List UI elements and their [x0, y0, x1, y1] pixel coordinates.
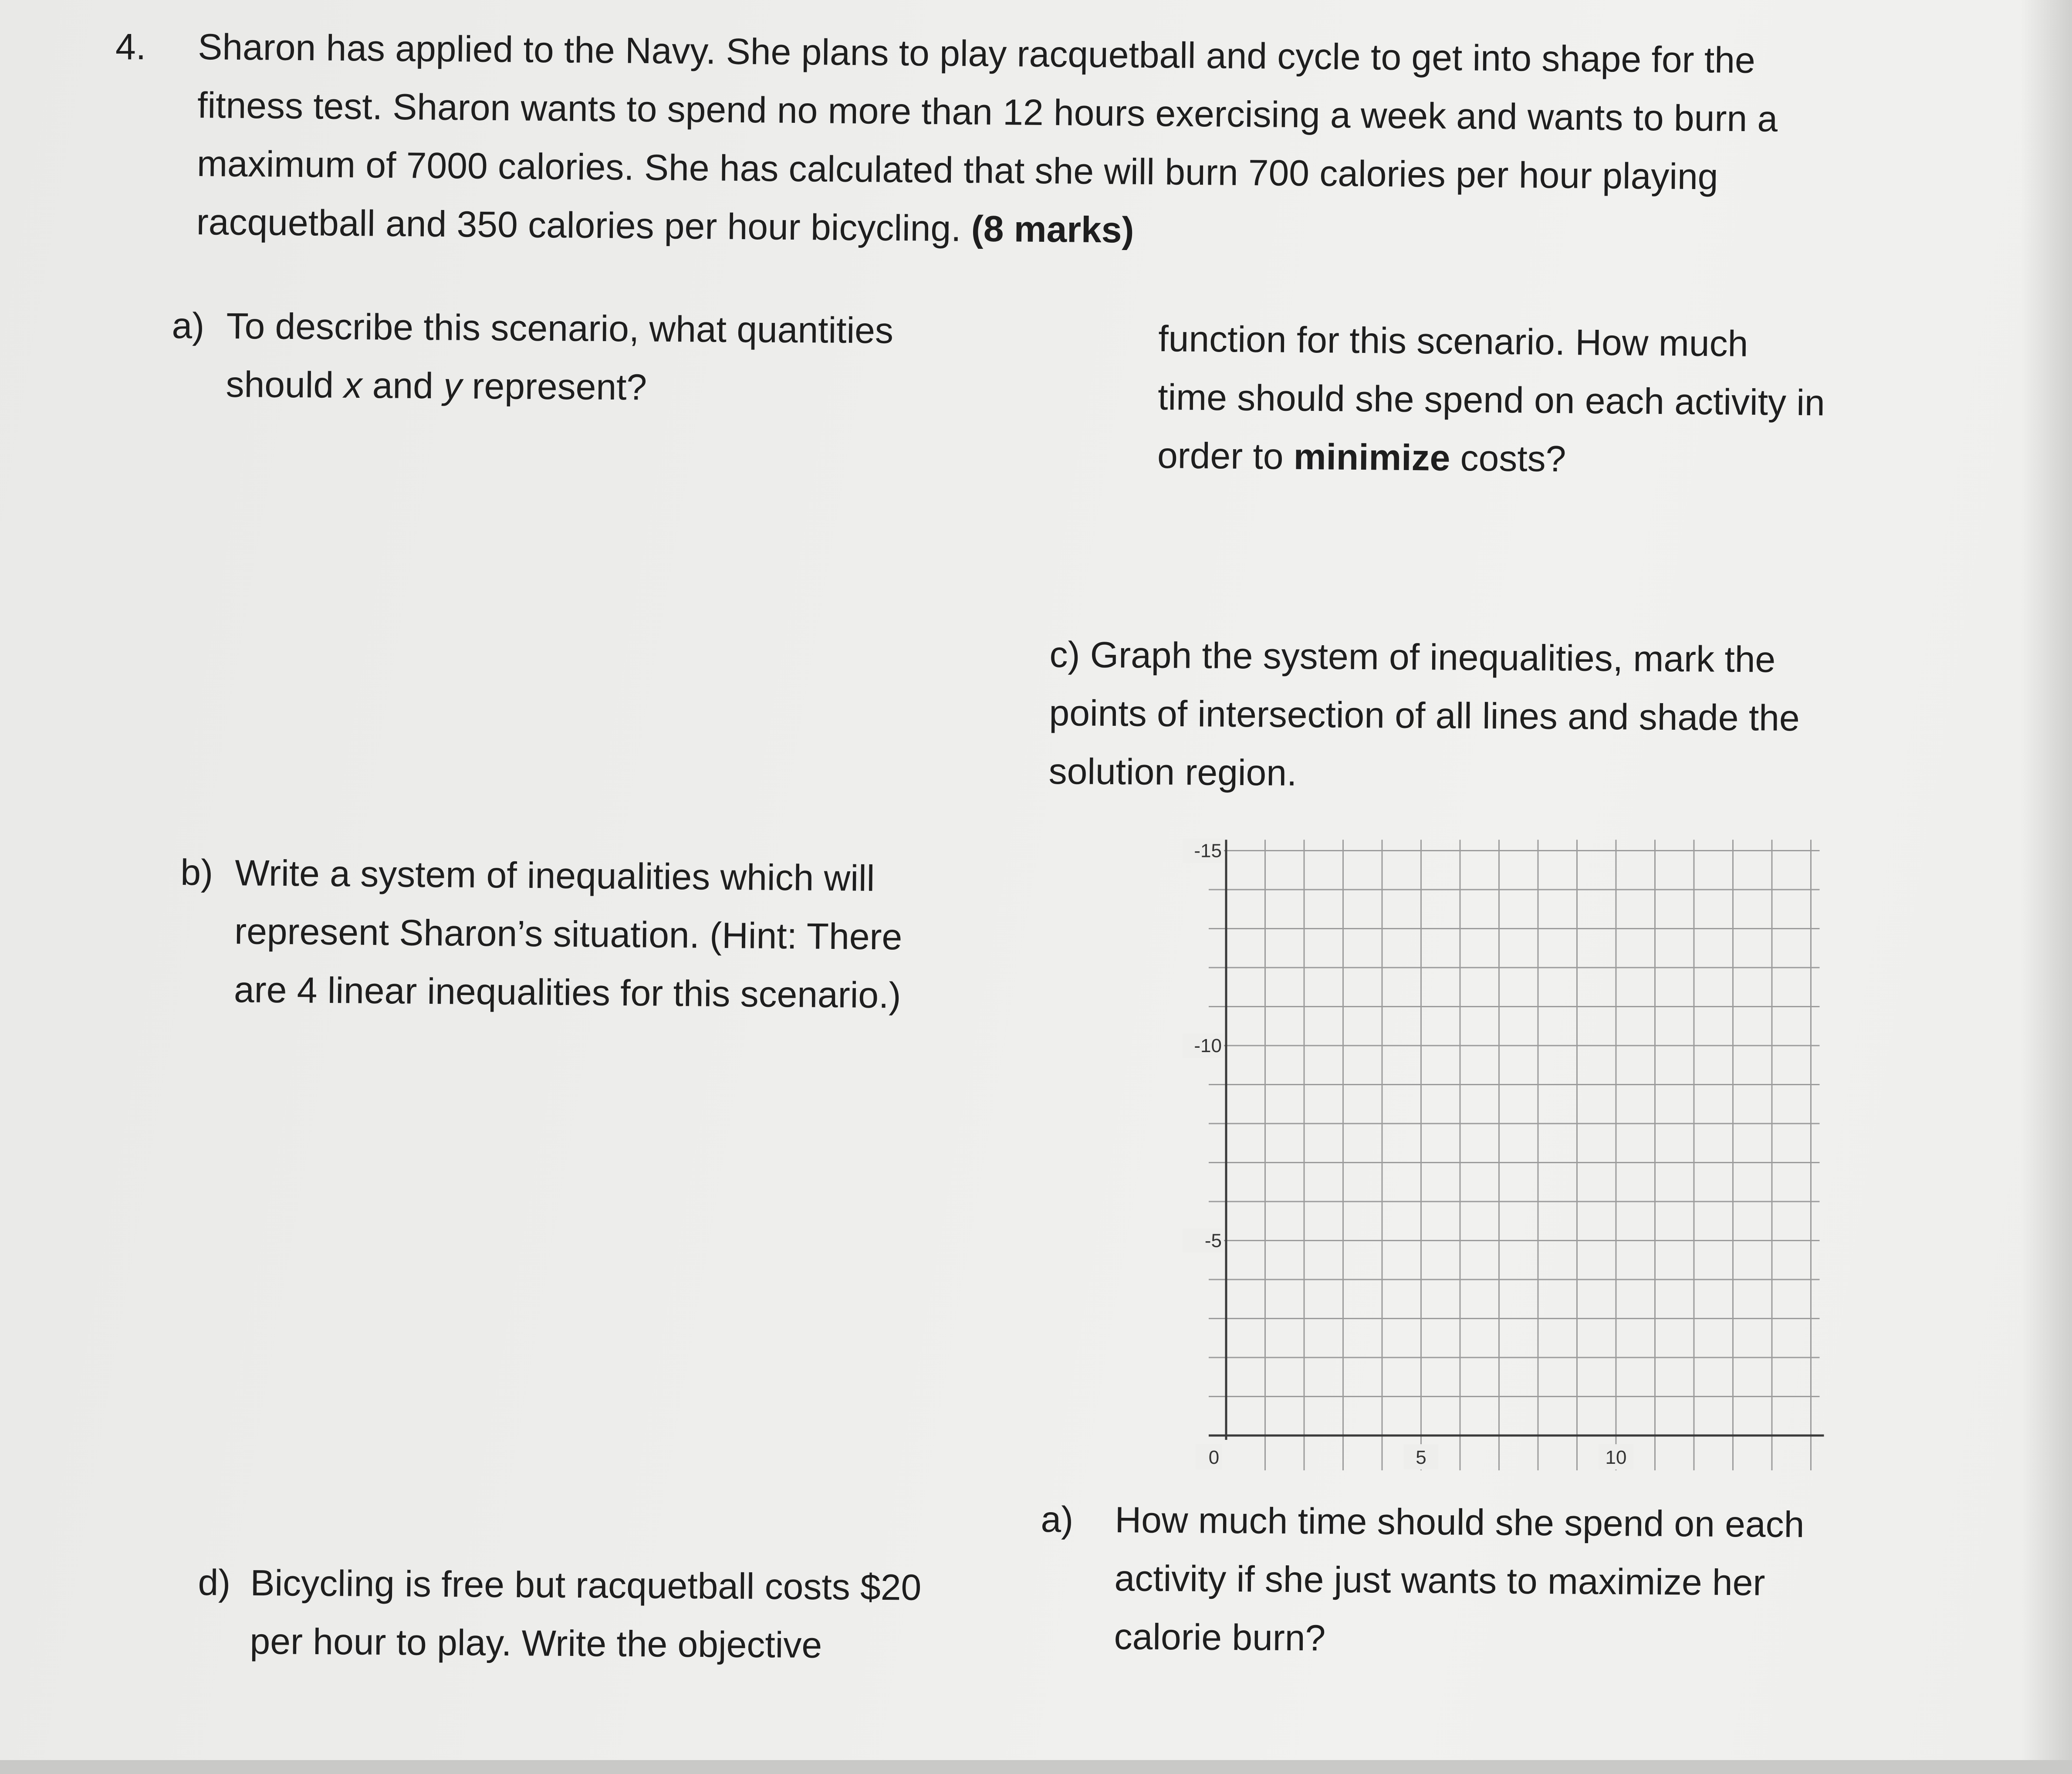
variable-y: y	[443, 365, 462, 406]
stem-line: maximum of 7000 calories. She has calculated that she will burn 700 calories per hour playing	[196, 142, 1718, 197]
part-d-line: per hour to play. Write the objective	[250, 1620, 822, 1666]
part-maximize	[1040, 1490, 1805, 1670]
part-b-text: Write a system of inequalities which will	[235, 852, 875, 899]
part-maximize-label: a)	[1041, 1498, 1074, 1540]
page-shadow	[2021, 0, 2072, 1774]
part-maximize-line: activity if she just wants to maximize her	[1114, 1557, 1765, 1603]
part-b-line	[180, 843, 903, 907]
y-tick-label: -5	[1204, 1230, 1222, 1252]
part-maximize-text: How much time should she spend on each	[1115, 1499, 1805, 1545]
page-bottom-edge	[0, 1760, 2072, 1774]
origin-label: 0	[1208, 1447, 1220, 1468]
part-a-text: should	[226, 363, 344, 406]
minimize-word: minimize	[1293, 436, 1450, 478]
part-c-line: c) Graph the system of inequalities, mark the	[1049, 633, 1776, 680]
part-c-line: solution region.	[1048, 750, 1297, 793]
part-a-line	[172, 296, 893, 360]
part-maximize-line: calorie burn?	[1114, 1616, 1326, 1659]
part-a-line	[171, 355, 893, 418]
part-c-line: points of intersection of all lines and shade the	[1049, 692, 1800, 739]
stem-line: Sharon has applied to the Navy. She plans to play racquetball and cycle to get into shape for the	[198, 26, 1756, 81]
part-d-label: d)	[198, 1561, 231, 1603]
part-a-text: represent?	[461, 365, 647, 408]
part-a-text: and	[362, 365, 444, 406]
part-b-label: b)	[180, 851, 213, 893]
tick-labels	[1183, 839, 1633, 1470]
grid-lines	[1209, 840, 1820, 1471]
x-tick-label: 10	[1605, 1447, 1627, 1468]
part-d-line	[198, 1553, 922, 1617]
question-number: 4.	[115, 26, 146, 67]
part-d-text: Bicycling is free but racquetball costs $20	[250, 1562, 922, 1608]
part-maximize-line	[1041, 1490, 1805, 1554]
part-d-line: function for this scenario. How much	[1158, 318, 1748, 364]
part-d	[197, 1553, 922, 1675]
stem-line-text: racquetball and 350 calories per hour bicycling.	[196, 201, 961, 249]
part-b-line: are 4 linear inequalities for this scenario.)	[233, 969, 901, 1016]
part-d-text: order to	[1157, 434, 1294, 477]
stem-line: fitness test. Sharon wants to spend no more than 12 hours exercising a week and wants to burn a	[197, 84, 1778, 139]
question-stem	[196, 17, 1778, 265]
inequality-graph	[1150, 793, 1873, 1490]
part-a-label: a)	[172, 305, 205, 346]
y-tick-label: -15	[1194, 840, 1222, 862]
part-a	[171, 296, 893, 418]
part-b-line: represent Sharon’s situation. (Hint: There	[234, 911, 902, 958]
y-tick-label: -10	[1194, 1035, 1222, 1056]
part-d-continued	[1157, 309, 1825, 490]
marks-label: (8 marks)	[971, 208, 1134, 251]
part-b	[179, 843, 902, 1024]
part-d-text: costs?	[1450, 437, 1566, 480]
x-tick-label: 5	[1416, 1447, 1426, 1468]
variable-x: x	[344, 364, 362, 406]
part-d-line: time should she spend on each activity in	[1157, 376, 1825, 423]
part-c	[1048, 625, 1800, 806]
graph-axes	[1209, 840, 1824, 1440]
part-d-line	[1157, 426, 1825, 490]
part-a-text: To describe this scenario, what quantities	[226, 305, 894, 351]
